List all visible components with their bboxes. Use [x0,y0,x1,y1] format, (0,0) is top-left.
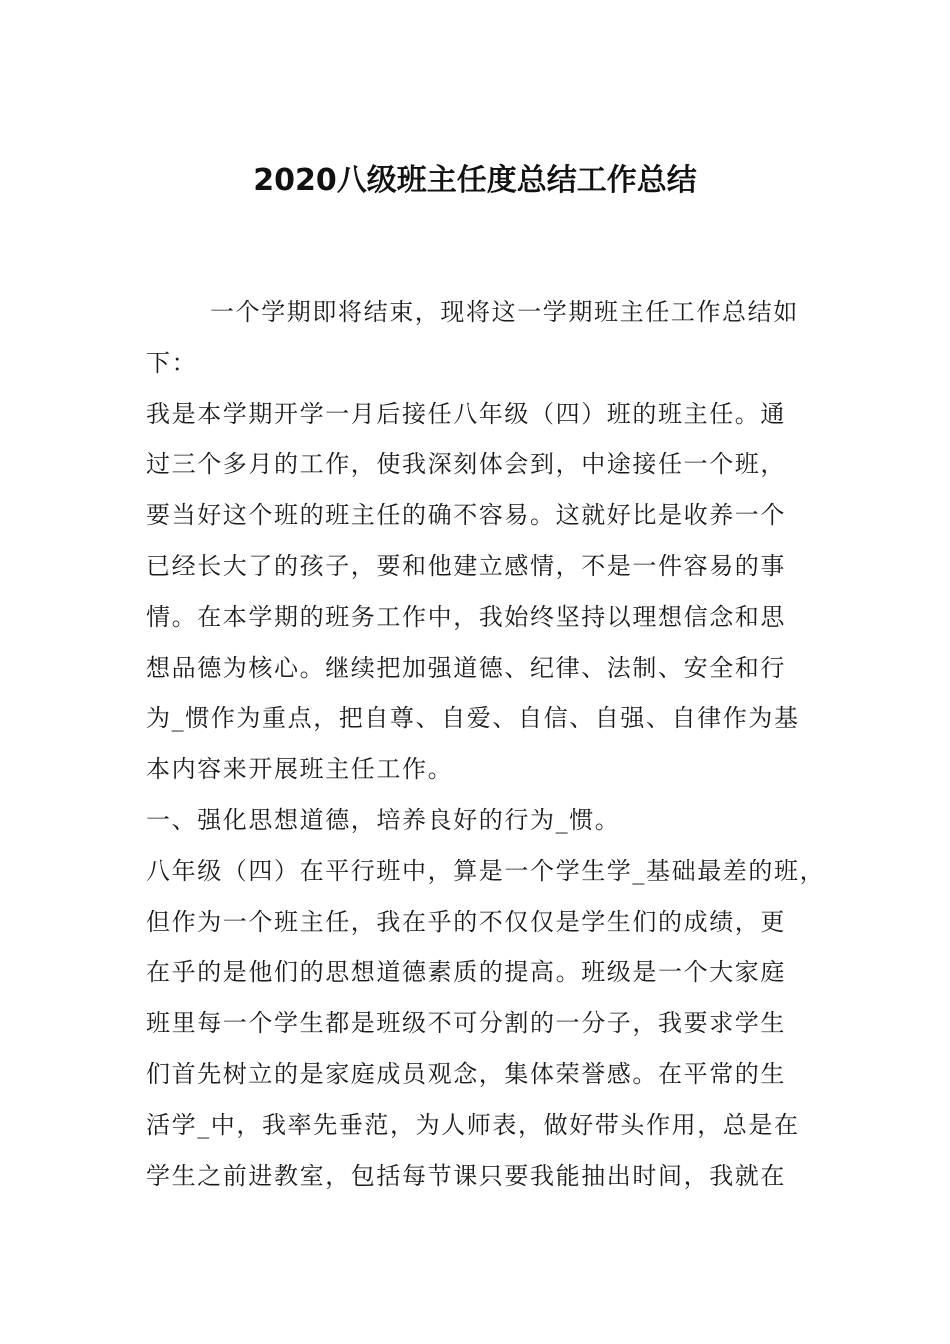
document-body [146,287,826,1201]
body-line: 我是本学期开学一月后接任八年级（四）班的班主任。通 [146,399,786,428]
body-line: 八年级（四）在平行班中，算是一个学生学_基础最差的班， [146,856,826,885]
body-line: 过三个多月的工作，使我深刻体会到，中途接任一个班， [146,450,786,479]
body-line: 活学_中，我率先垂范，为人师表，做好带头作用，总是在 [146,1110,800,1139]
body-line: 学生之前进教室，包括每节课只要我能抽出时间，我就在 [146,1161,786,1190]
body-line: 在乎的是他们的思想道德素质的提高。班级是一个大家庭 [146,958,786,987]
document-title: 2020八级班主任度总结工作总结 [253,163,697,198]
section-heading: 一、强化思想道德，培养良好的行为_惯。 [146,805,621,834]
body-line: 情。在本学期的班务工作中，我始终坚持以理想信念和思 [146,602,786,631]
body-line: 班里每一个学生都是班级不可分割的一分子，我要求学生 [146,1009,786,1038]
body-line: 下： [146,348,198,377]
body-line: 为_惯作为重点，把自尊、自爱、自信、自强、自律作为基 [146,704,800,733]
body-line: 已经长大了的孩子，要和他建立感情，不是一件容易的事 [146,551,786,580]
body-line: 本内容来开展班主任工作。 [146,755,454,784]
body-line: 要当好这个班的班主任的确不容易。这就好比是收养一个 [146,501,786,530]
body-line: 一个学期即将结束，现将这一学期班主任工作总结如 [210,298,799,326]
body-line: 们首先树立的是家庭成员观念，集体荣誉感。在平常的生 [146,1059,786,1088]
body-line: 但作为一个班主任，我在乎的不仅仅是学生们的成绩，更 [146,907,786,936]
body-line: 想品德为核心。继续把加强道德、纪律、法制、安全和行 [146,653,786,682]
